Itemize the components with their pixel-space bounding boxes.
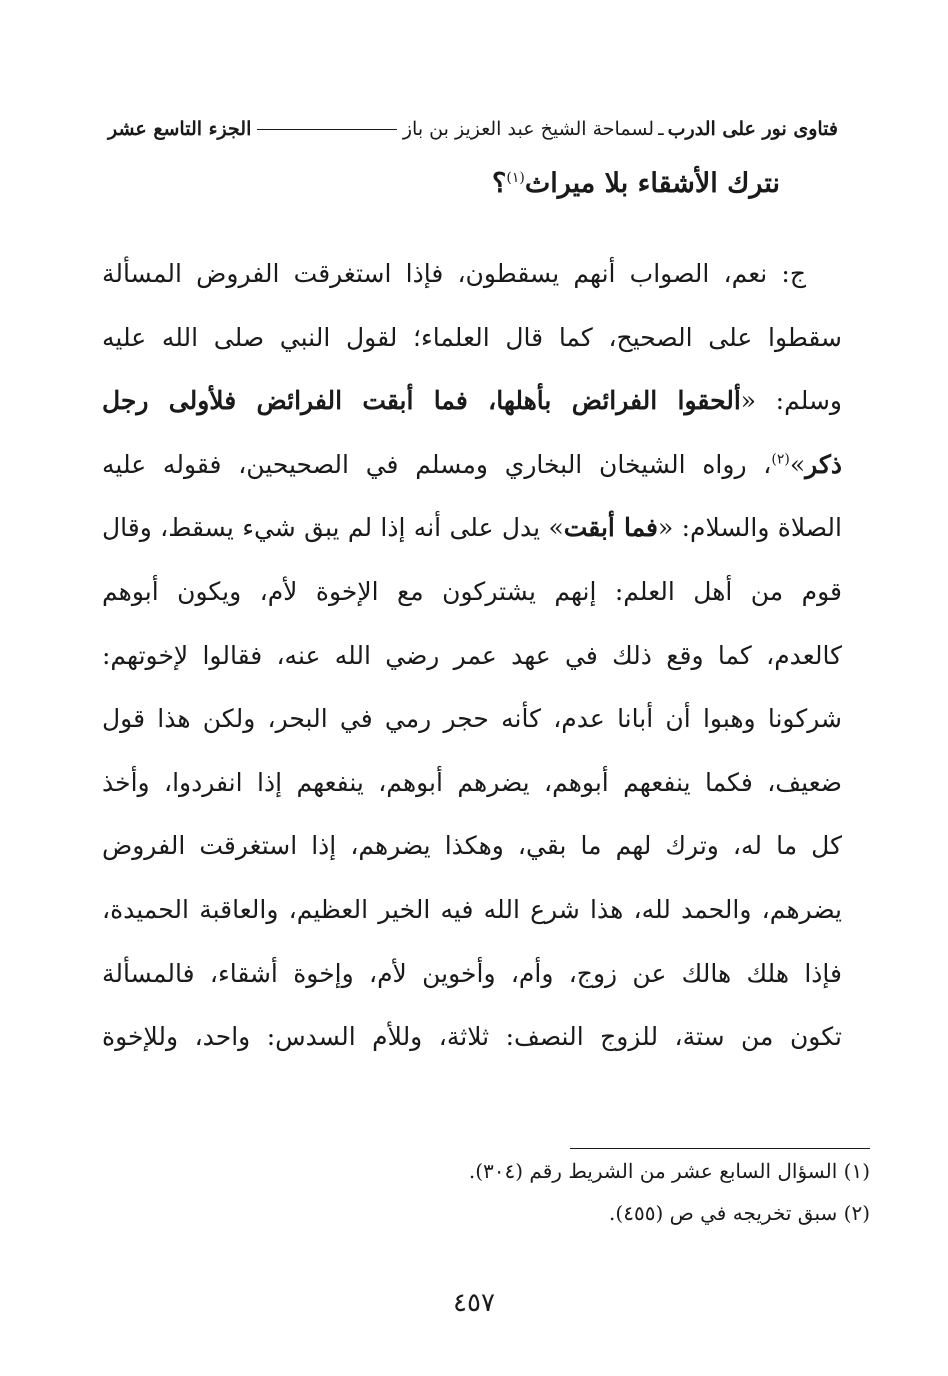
- footnote-2: (٢) سبق تخريجه في ص (٤٥٥).: [609, 1201, 870, 1225]
- answer-body: [102, 242, 842, 1069]
- body-text-run: وسلم: «: [740, 386, 842, 416]
- body-line: كل ما له، وترك لهم ما بقي، وهكذا يضرهم، إذا استغرقت الفروض: [102, 831, 842, 861]
- page-number: ٤٥٧: [453, 1288, 495, 1318]
- body-text-run: ، رواه الشيخان البخاري ومسلم في الصحيحين، فقوله عليه: [102, 449, 772, 479]
- question-end-mark: ؟: [492, 168, 507, 199]
- body-line: [102, 496, 842, 560]
- body-line: شركونا وهبوا أن أبانا عدم، كأنه حجر رمي في البحر، ولكن هذا قول: [102, 704, 842, 734]
- body-line: [102, 369, 842, 433]
- running-header: [108, 112, 838, 146]
- hadith-quote: ألحقوا الفرائض بأهلها، فما أبقت الفرائض فلأولى رجل: [102, 386, 741, 416]
- question-heading: [300, 168, 780, 199]
- footnotes: [380, 1150, 870, 1234]
- footnote-ref-1: (١): [506, 170, 525, 186]
- header-book-title: فتاوى نور على الدرب: [667, 118, 838, 140]
- body-line: ضعيف، فكما ينفعهم أبوهم، يضرهم أبوهم، ينفعهم إذا انفردوا، وأخذ: [102, 767, 842, 797]
- quote-close: »: [789, 449, 806, 479]
- body-line: كالعدم، كما وقع ذلك في عهد عمر رضي الله عنه، فقالوا لإخوتهم:: [102, 640, 842, 670]
- body-line: ج: نعم، الصواب أنهم يسقطون، فإذا استغرقت الفروض المسألة: [102, 259, 806, 288]
- body-line: تكون من ستة، للزوج النصف: ثلاثة، وللأم السدس: واحد، وللإخوة: [102, 1022, 842, 1052]
- footnote-1: (١) السؤال السابع عشر من الشريط رقم (٣٠٤).: [468, 1159, 870, 1183]
- hadith-quote: فما أبقت: [563, 513, 658, 543]
- hadith-quote: ذكر: [805, 449, 842, 479]
- header-author: لسماحة الشيخ عبد العزيز بن باز: [402, 118, 655, 140]
- body-line: [102, 433, 842, 497]
- body-line: قوم من أهل العلم: إنهم يشتركون مع الإخوة لأم، ويكون أبوهم: [102, 576, 842, 606]
- header-volume: الجزء التاسع عشر: [108, 118, 252, 140]
- body-text-run: » يدل على أنه إذا لم يبق شيء يسقط، وقال: [102, 513, 564, 543]
- footnote-ref-2: (٢): [771, 451, 790, 468]
- body-text-run: الصلاة والسلام: «: [657, 513, 842, 543]
- question-text: نترك الأشقاء بلا ميراث: [524, 168, 780, 199]
- body-line: سقطوا على الصحيح، كما قال العلماء؛ لقول النبي صلى الله عليه: [102, 322, 842, 352]
- body-line: يضرهم، والحمد لله، هذا شرع الله فيه الخير العظيم، والعاقبة الحميدة،: [102, 894, 842, 924]
- footnote-rule: [570, 1148, 870, 1149]
- header-separator: ـ: [658, 118, 664, 140]
- body-line: فإذا هلك هالك عن زوج، وأم، وأخوين لأم، وإخوة أشقاء، فالمسألة: [102, 958, 842, 988]
- header-rule: [257, 129, 397, 130]
